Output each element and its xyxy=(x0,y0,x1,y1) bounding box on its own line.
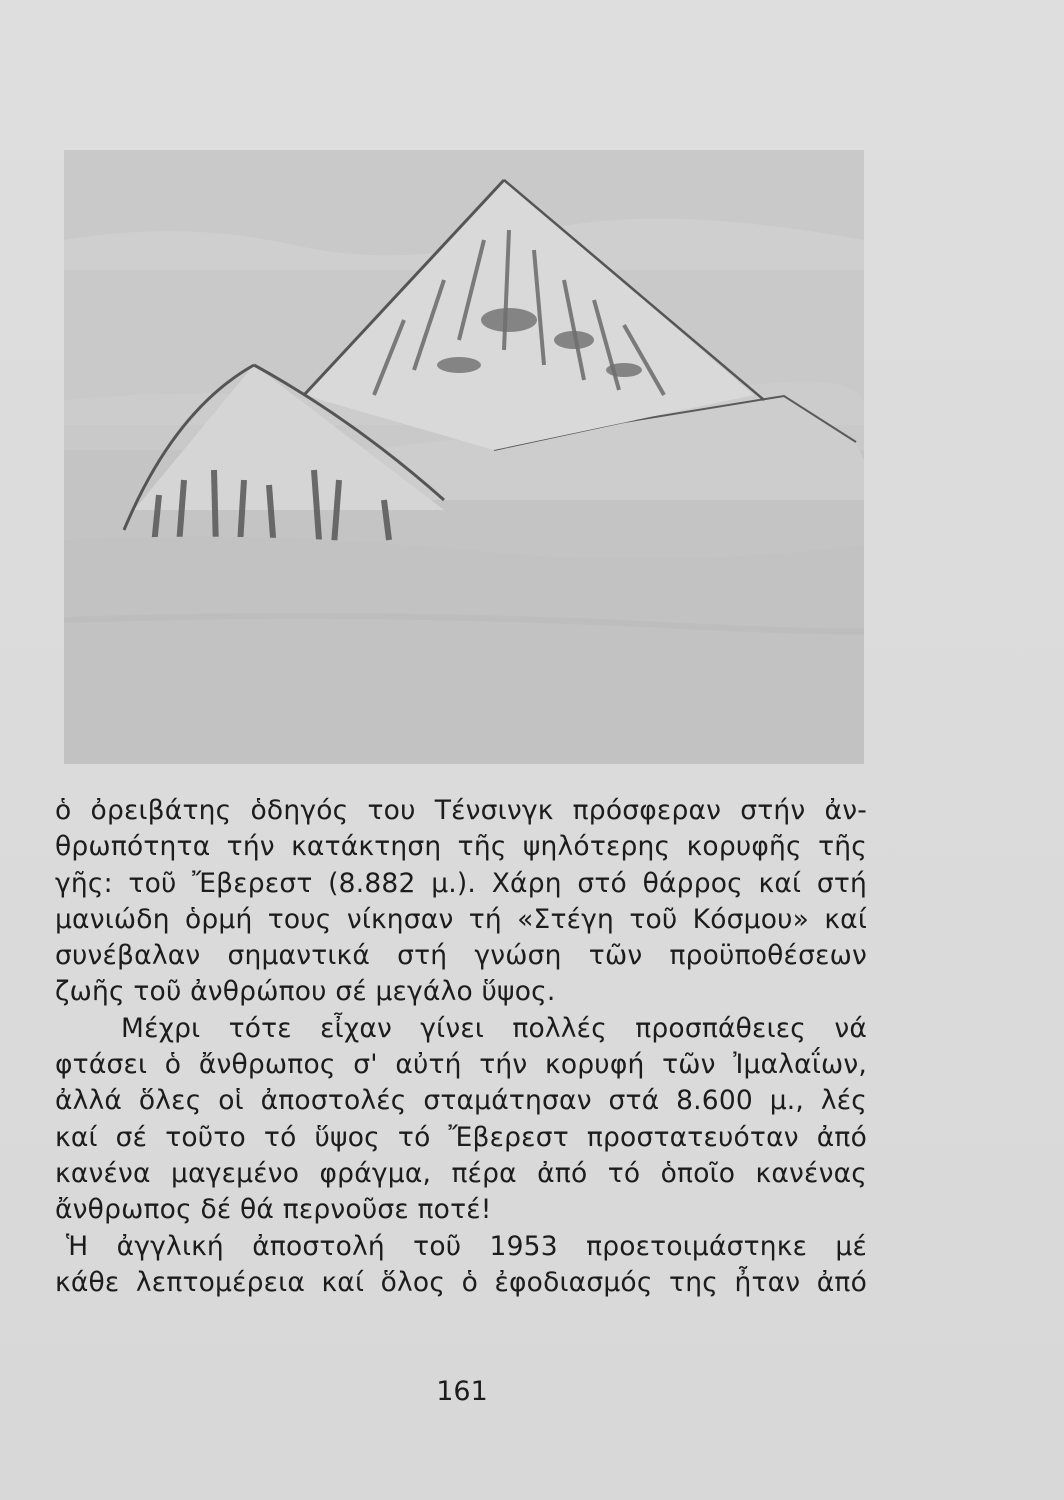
body-text xyxy=(55,793,867,1301)
text-line: Μέχρι τότε εἶχαν γίνει πολλές προσπάθειες νά xyxy=(121,1012,867,1044)
text-line: κάθε λεπτομέρεια καί ὅλος ὁ ἐφοδιασμός της ἦταν ἀπό xyxy=(55,1266,867,1298)
text-line: Ἡ ἀγγλική ἀποστολή τοῦ 1953 προετοιμάστηκε μέ xyxy=(66,1230,867,1262)
page-number: 161 xyxy=(436,1376,488,1407)
text-line: ὁ ὀρειβάτης ὁδηγός του Τένσινγκ πρόσφεραν στήν ἀν- xyxy=(55,795,867,826)
text-line: ἀλλά ὅλες οἱ ἀποστολές σταμάτησαν στά 8.600 μ., λές xyxy=(55,1085,867,1117)
text-line: ζωῆς τοῦ ἀνθρώπου σέ μεγάλο ὕψος. xyxy=(55,976,556,1008)
mountain-illustration xyxy=(64,150,864,764)
text-line: θρωπότητα τήν κατάκτηση τῆς ψηλότερης κορυφῆς τῆς xyxy=(55,831,867,863)
text-line: ἄνθρωπος δέ θά περνοῦσε ποτέ! xyxy=(55,1194,492,1226)
text-line: μανιώδη ὁρμή τους νίκησαν τή «Στέγη τοῦ Κόσμου» καί xyxy=(55,903,867,935)
text-line: γῆς: τοῦ Ἔβερεστ (8.882 μ.). Χάρη στό θάρρος καί στή xyxy=(55,867,867,899)
text-line: συνέβαλαν σημαντικά στή γνώση τῶν προϋποθέσεων xyxy=(55,940,867,972)
text-line: κανένα μαγεμένο φράγμα, πέρα ἀπό τό ὁποῖο κανένας xyxy=(55,1157,867,1189)
text-line: φτάσει ὁ ἄνθρωπος σ' αὐτή τήν κορυφή τῶν Ἰμαλαΐων, xyxy=(55,1049,867,1081)
text-line: καί σέ τοῦτο τό ὕψος τό Ἔβερεστ προστατευόταν ἀπό xyxy=(55,1121,867,1153)
